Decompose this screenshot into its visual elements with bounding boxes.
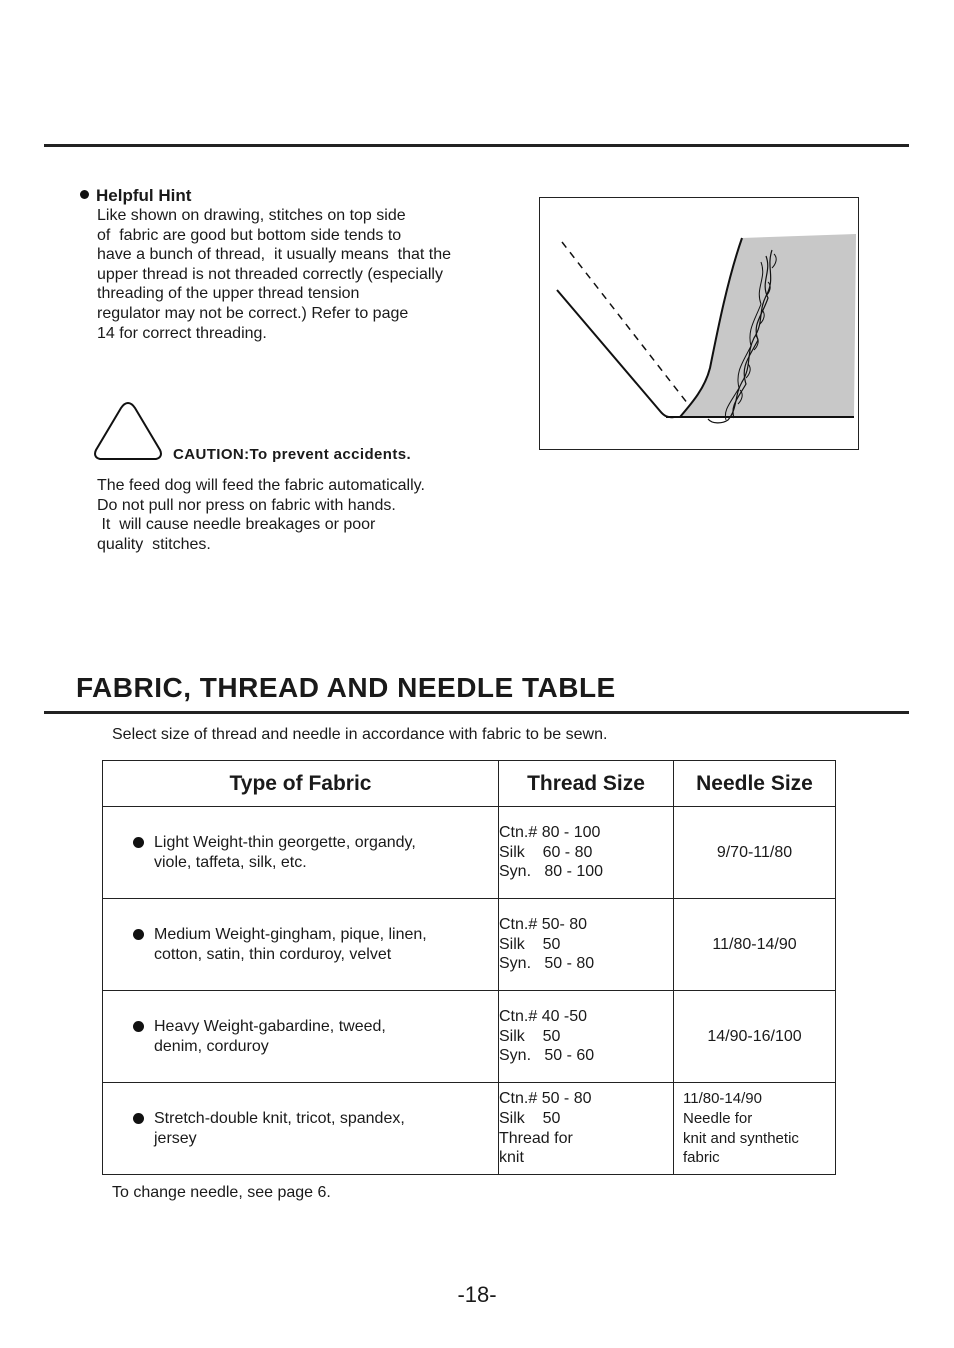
caution-body: The feed dog will feed the fabric automatically. Do not pull nor press on fabric with hands. It will cause needle breakages or poor quality stitches.: [97, 477, 425, 553]
bullet-icon: [133, 1021, 144, 1032]
hint-body: Like shown on drawing, stitches on top side of fabric are good but bottom side tends to have a bunch of thread, it usually means that the upper thread is not threaded correctly (especially threading of the upper thread tension regulator may not be correct.) Refer to page 14 for correct threading.: [97, 207, 451, 342]
fabric-cell: [103, 991, 499, 1083]
table-row: [103, 899, 836, 991]
fabric-text: Stretch-double knit, tricot, spandex, jersey: [154, 1109, 405, 1147]
section-rule: [44, 711, 909, 714]
table-row: [103, 807, 836, 899]
table-row: [103, 1083, 836, 1175]
needle-cell: 14/90-16/100: [674, 991, 836, 1083]
table-row: [103, 991, 836, 1083]
fabric-text: Medium Weight-gingham, pique, linen, cotton, satin, thin corduroy, velvet: [154, 925, 427, 963]
needle-cell: 9/70-11/80: [674, 807, 836, 899]
bullet-icon: [133, 837, 144, 848]
bullet-icon: [133, 1113, 144, 1124]
hint-title: Helpful Hint: [96, 186, 192, 205]
fabric-cell: [103, 807, 499, 899]
fabric-thread-needle-table: [102, 760, 836, 1175]
section-intro: Select size of thread and needle in accordance with fabric to be sewn.: [112, 726, 608, 743]
caution-label: CAUTION:To prevent accidents.: [173, 446, 412, 463]
footnote: To change needle, see page 6.: [112, 1184, 331, 1201]
section-title: FABRIC, THREAD AND NEEDLE TABLE: [76, 672, 616, 703]
fabric-cell: [103, 899, 499, 991]
thread-cell: Ctn.# 40 -50 Silk 50 Syn. 50 - 60: [499, 991, 674, 1083]
thread-cell: Ctn.# 50 - 80 Silk 50 Thread for knit: [499, 1083, 674, 1175]
fabric-cell: [103, 1083, 499, 1175]
needle-cell: 11/80-14/90 Needle for knit and synthetic fabric: [674, 1083, 836, 1175]
table-header-row: [103, 761, 836, 807]
bullet-icon: [80, 190, 89, 199]
needle-cell: 11/80-14/90: [674, 899, 836, 991]
top-rule: [44, 144, 909, 147]
stitch-drawing: [540, 198, 858, 449]
caution-triangle-icon: [92, 400, 164, 462]
bullet-icon: [133, 929, 144, 940]
thread-cell: Ctn.# 50- 80 Silk 50 Syn. 50 - 80: [499, 899, 674, 991]
header-fabric: Type of Fabric: [103, 761, 499, 807]
thread-cell: Ctn.# 80 - 100 Silk 60 - 80 Syn. 80 - 100: [499, 807, 674, 899]
fabric-text: Heavy Weight-gabardine, tweed, denim, corduroy: [154, 1017, 386, 1055]
stitch-illustration: [539, 197, 859, 450]
page-number: -18-: [457, 1282, 497, 1307]
hint-heading: [80, 186, 191, 206]
fabric-text: Light Weight-thin georgette, organdy, viole, taffeta, silk, etc.: [154, 833, 416, 871]
header-needle: Needle Size: [674, 761, 836, 807]
header-thread: Thread Size: [499, 761, 674, 807]
